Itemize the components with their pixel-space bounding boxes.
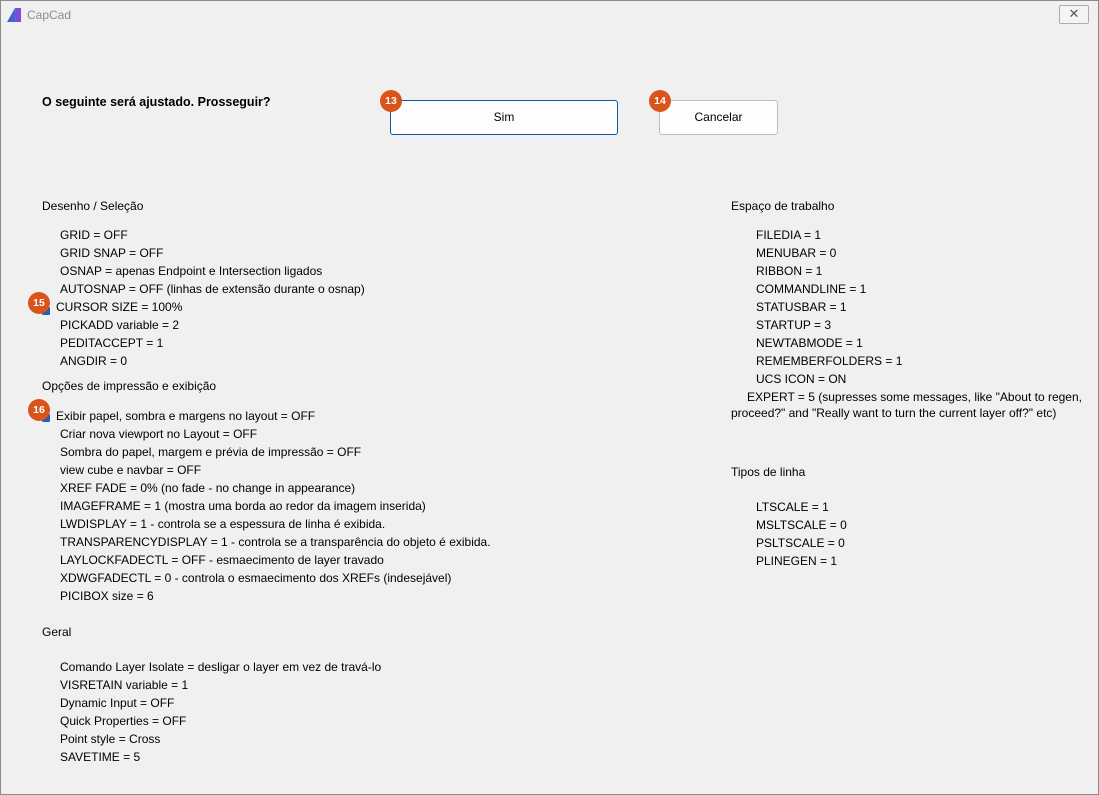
- section-title-linetypes: Tipos de linha: [731, 465, 806, 479]
- list-item: RIBBON = 1: [756, 264, 823, 278]
- list-item: IMAGEFRAME = 1 (mostra uma borda ao redor da imagem inserida): [60, 499, 426, 513]
- list-item: AUTOSNAP = OFF (linhas de extensão durante o osnap): [60, 282, 365, 296]
- list-item: PLINEGEN = 1: [756, 554, 838, 568]
- print-settings-list: [56, 407, 491, 605]
- list-item: Dynamic Input = OFF: [60, 696, 175, 710]
- list-item: Quick Properties = OFF: [60, 714, 187, 728]
- capcad-logo-icon: [6, 7, 22, 23]
- list-item: LAYLOCKFADECTL = OFF - esmaecimento de layer travado: [60, 553, 384, 567]
- close-button[interactable]: ✕: [1059, 5, 1089, 24]
- annotation-badge-14: 14: [649, 90, 671, 112]
- section-title-print: Opções de impressão e exibição: [42, 379, 217, 393]
- list-item: LWDISPLAY = 1 - controla se a espessura de linha é exibida.: [60, 517, 386, 531]
- list-item: view cube e navbar = OFF: [60, 463, 202, 477]
- expert-setting-line1: EXPERT = 5 (supresses some messages, like "About to regen,: [747, 390, 1082, 404]
- list-item: ANGDIR = 0: [60, 354, 128, 368]
- drawing-settings-list: [56, 226, 365, 370]
- list-item: UCS ICON = ON: [756, 372, 847, 386]
- list-item: XREF FADE = 0% (no fade - no change in appearance): [60, 481, 356, 495]
- window-title: CapCad: [27, 8, 72, 22]
- list-item: MENUBAR = 0: [756, 246, 837, 260]
- list-item: CURSOR SIZE = 100%: [56, 300, 183, 314]
- section-title-general: Geral: [42, 625, 72, 639]
- confirm-question: O seguinte será ajustado. Prosseguir?: [42, 95, 271, 109]
- title-bar: [1, 1, 1098, 28]
- list-item: TRANSPARENCYDISPLAY = 1 - controla se a transparência do objeto é exibida.: [60, 535, 491, 549]
- list-item: Exibir papel, sombra e margens no layout = OFF: [56, 409, 316, 423]
- list-item: Criar nova viewport no Layout = OFF: [60, 427, 258, 441]
- list-item: Sombra do papel, margem e prévia de impressão = OFF: [60, 445, 362, 459]
- section-title-drawing: Desenho / Seleção: [42, 199, 144, 213]
- list-item: Point style = Cross: [60, 732, 161, 746]
- list-item: XDWGFADECTL = 0 - controla o esmaecimento dos XREFs (indesejável): [60, 571, 452, 585]
- list-item: PICKADD variable = 2: [60, 318, 180, 332]
- list-item: LTSCALE = 1: [756, 500, 829, 514]
- general-settings-list: [60, 658, 381, 766]
- cancel-button[interactable]: Cancelar: [659, 100, 778, 135]
- expert-setting-line2: proceed?" and "Really want to turn the current layer off?" etc): [731, 406, 1057, 420]
- yes-button[interactable]: Sim: [390, 100, 618, 135]
- list-item: MSLTSCALE = 0: [756, 518, 847, 532]
- list-item: VISRETAIN variable = 1: [60, 678, 189, 692]
- list-item: GRID = OFF: [60, 228, 128, 242]
- list-item: PICIBOX size = 6: [60, 589, 154, 603]
- list-item: PSLTSCALE = 0: [756, 536, 845, 550]
- workspace-settings-list: [756, 226, 902, 388]
- annotation-badge-15: 15: [28, 292, 50, 314]
- list-item: PEDITACCEPT = 1: [60, 336, 164, 350]
- annotation-badge-16: 16: [28, 399, 50, 421]
- list-item: GRID SNAP = OFF: [60, 246, 164, 260]
- list-item: STARTUP = 3: [756, 318, 832, 332]
- list-item: SAVETIME = 5: [60, 750, 141, 764]
- linetype-settings-list: [756, 498, 847, 570]
- list-item: FILEDIA = 1: [756, 228, 822, 242]
- list-item: NEWTABMODE = 1: [756, 336, 863, 350]
- section-title-workspace: Espaço de trabalho: [731, 199, 835, 213]
- list-item: OSNAP = apenas Endpoint e Intersection ligados: [60, 264, 323, 278]
- list-item: STATUSBAR = 1: [756, 300, 847, 314]
- list-item: Comando Layer Isolate = desligar o layer em vez de travá-lo: [60, 660, 382, 674]
- list-item: COMMANDLINE = 1: [756, 282, 867, 296]
- annotation-badge-13: 13: [380, 90, 402, 112]
- list-item: REMEMBERFOLDERS = 1: [756, 354, 903, 368]
